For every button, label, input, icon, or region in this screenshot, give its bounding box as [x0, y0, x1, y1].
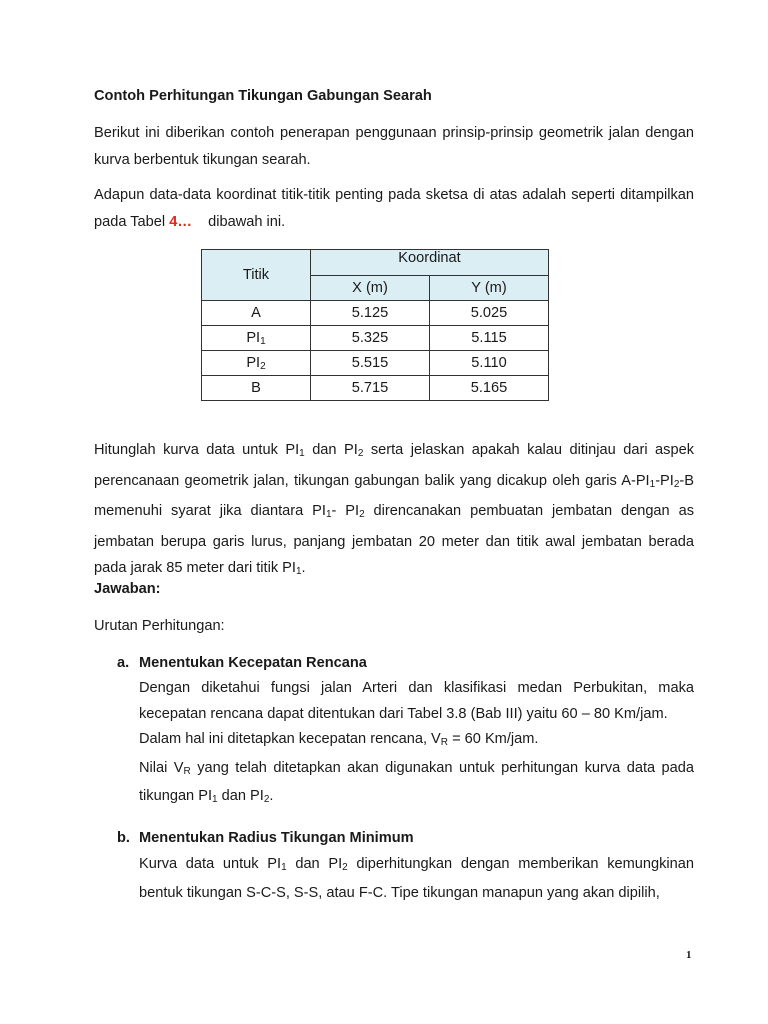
- question-text: serta jelaskan apakah kalau ditinjau dari aspek perencanaan geometrik jalan, tikungan gabungan balik yang dicakup oleh garis A-PI: [94, 442, 694, 489]
- point-subscript: 2: [260, 360, 266, 372]
- question-text: dan PI: [304, 442, 358, 458]
- point-cell: [202, 326, 311, 351]
- data-paragraph-end: dibawah ini.: [208, 213, 286, 230]
- question-text: direncanakan pembuatan jembatan dengan as jembatan berupa garis lurus, panjang jembatan 20 meter dan titik awal jembatan berada pada jarak 85 meter dari titik PI: [94, 503, 694, 576]
- question-text: - PI: [331, 503, 360, 519]
- text: .: [269, 788, 274, 804]
- section-a-line3: [139, 756, 694, 813]
- subscript: 1: [299, 448, 305, 459]
- text: diperhitungkan dengan memberikan kemungkinan bentuk tikungan S-C-S, S-S, atau F-C. Tipe tikungan manapun yang akan dipilih,: [139, 856, 695, 901]
- x-cell: 5.715: [311, 376, 430, 401]
- y-cell: 5.165: [430, 376, 549, 401]
- text: dan PI: [286, 856, 343, 872]
- y-cell: 5.110: [430, 351, 549, 376]
- subscript: 2: [263, 794, 270, 805]
- text: = 60 Km/jam.: [448, 731, 539, 747]
- section-a-heading: [117, 655, 367, 671]
- point-cell: [202, 301, 311, 326]
- section-a-line1: Dengan diketahui fungsi jalan Arteri dan klasifikasi medan Perbukitan, maka kecepatan rencana dapat ditentukan dari Tabel 3.8 (Bab III) yaitu 60 – 80 Km/jam.: [139, 680, 694, 722]
- x-cell: 5.515: [311, 351, 430, 376]
- x-cell: 5.125: [311, 301, 430, 326]
- subscript: 1: [281, 862, 287, 873]
- page-title: Contoh Perhitungan Tikungan Gabungan Searah: [94, 88, 432, 104]
- header-koordinat: Koordinat: [311, 250, 549, 276]
- y-cell: 5.025: [430, 301, 549, 326]
- table-row: [202, 301, 549, 326]
- point-label: A: [251, 305, 261, 321]
- point-label: B: [251, 380, 261, 396]
- table-row: [202, 351, 549, 376]
- point-cell: [202, 351, 311, 376]
- point-cell: [202, 376, 311, 401]
- order-label: Urutan Perhitungan:: [94, 618, 225, 634]
- subscript: 1: [649, 478, 656, 490]
- y-cell: 5.115: [430, 326, 549, 351]
- question-paragraph: [94, 437, 694, 586]
- subscript: 2: [359, 509, 365, 520]
- text: Nilai V: [139, 759, 184, 776]
- intro-paragraph: Berikut ini diberikan contoh penerapan penggunaan prinsip-prinsip geometrik jalan dengan kurva berbentuk tikungan searah.: [94, 125, 694, 168]
- question-text: .: [301, 560, 306, 576]
- table-reference: 4…: [169, 213, 192, 230]
- text: dan PI: [217, 788, 264, 804]
- subscript: 1: [325, 509, 332, 520]
- subscript: 2: [342, 862, 348, 873]
- section-b-marker: b.: [117, 830, 130, 846]
- table-row: [202, 326, 549, 351]
- subscript: 2: [673, 478, 680, 490]
- text: Dalam hal ini ditetapkan kecepatan rencana, V: [139, 731, 441, 747]
- question-text: -PI: [655, 472, 674, 489]
- section-b-heading: [117, 830, 414, 846]
- question-text: Hitunglah kurva data untuk PI: [94, 442, 300, 458]
- header-x: X (m): [311, 276, 430, 301]
- answer-label: Jawaban:: [94, 581, 161, 597]
- point-label: PI: [246, 354, 261, 371]
- subscript: 1: [295, 566, 302, 577]
- subscript: 1: [212, 794, 218, 805]
- text: yang telah ditetapkan akan digunakan untuk perhitungan kurva data pada tikungan PI: [139, 759, 695, 804]
- question-text: -B memenuhi syarat jika diantara PI: [94, 472, 694, 519]
- x-cell: 5.325: [311, 326, 430, 351]
- coordinates-table: [201, 249, 549, 401]
- subscript: R: [183, 765, 191, 777]
- page-number: 1: [686, 949, 692, 961]
- point-subscript: 1: [260, 335, 266, 347]
- subscript: R: [440, 737, 449, 748]
- data-paragraph-text: Adapun data-data koordinat titik-titik penting pada sketsa di atas adalah seperti ditampilkan pada Tabel: [94, 187, 694, 230]
- text: Kurva data untuk PI: [139, 856, 282, 872]
- point-label: PI: [246, 329, 261, 346]
- header-titik: Titik: [202, 250, 311, 301]
- section-b-body: [139, 852, 694, 906]
- section-a-line2: [139, 727, 694, 756]
- data-paragraph: [94, 182, 694, 235]
- header-y: Y (m): [430, 276, 549, 301]
- section-b-title: Menentukan Radius Tikungan Minimum: [139, 830, 414, 846]
- section-a-body: [139, 676, 694, 813]
- section-a-marker: a.: [117, 655, 130, 671]
- subscript: 2: [357, 448, 364, 459]
- section-a-title: Menentukan Kecepatan Rencana: [139, 655, 367, 671]
- table-row: [202, 376, 549, 401]
